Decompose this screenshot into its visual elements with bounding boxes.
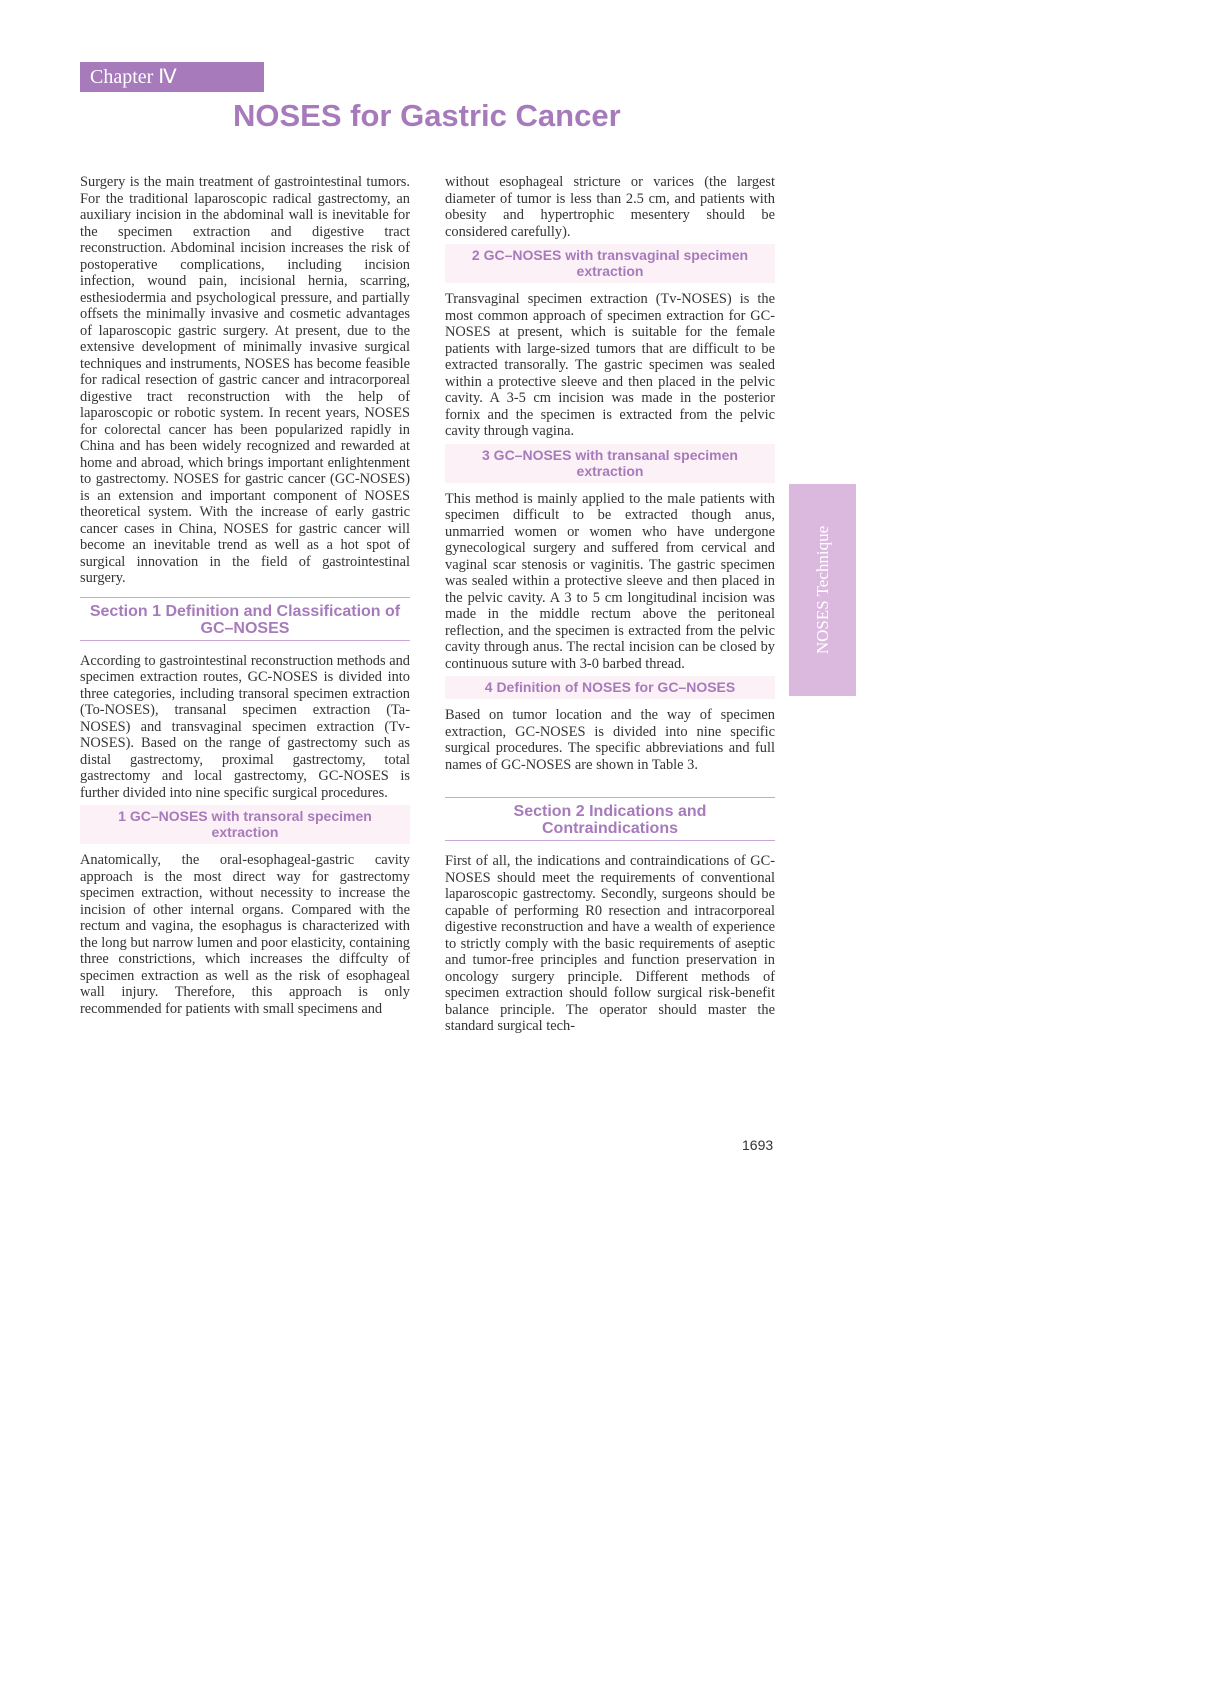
subsection3-heading: 3 GC–NOSES with transanal specimen extraction xyxy=(445,444,775,483)
subsection1-continued-paragraph: without esophageal stricture or varices (the largest diameter of tumor is less than 2.5 cm, and patients with obesity and hypertrophic mesentery should be considered carefully). xyxy=(445,174,775,240)
subsection1-heading: 1 GC–NOSES with transoral specimen extraction xyxy=(80,805,410,844)
page-title: NOSES for Gastric Cancer xyxy=(233,98,621,133)
subsection3-paragraph: This method is mainly applied to the male patients with specimen difficult to be extracted though anus, unmarried women or women who have undergone gynecological surgery and suffered from cervical and vaginal scar stenosis or vaginitis. The gastric specimen was sealed within a protective sleeve and then placed in the pelvic cavity. A 3 to 5 cm longitudinal incision was made in the middle rectum above the peritoneal reflection, and the specimen is extracted from the pelvic cavity through anus. The rectal incision can be closed by continuous suture with 3-0 barbed thread. xyxy=(445,490,775,672)
page-number: 1693 xyxy=(742,1137,774,1153)
chapter-label: Chapter Ⅳ xyxy=(80,62,264,92)
section2-heading: Section 2 Indications and Contraindications xyxy=(445,797,775,841)
subsection4-paragraph: Based on tumor location and the way of specimen extraction, GC-NOSES is divided into nine specific surgical procedures. The specific abbreviations and full names of GC-NOSES are shown in Table 3. xyxy=(445,707,775,773)
left-column xyxy=(80,174,410,1017)
subsection2-heading: 2 GC–NOSES with transvaginal specimen extraction xyxy=(445,244,775,283)
right-column xyxy=(445,174,775,1035)
section1-heading: Section 1 Definition and Classification of GC–NOSES xyxy=(80,597,410,641)
subsection1-paragraph: Anatomically, the oral-esophageal-gastric cavity approach is the most direct way for gastrectomy specimen extraction, without necessity to increase the incision of other internal organs. Compared with the rectum and vagina, the esophagus is characterized with the long but narrow lumen and poor elasticity, containing three constrictions, which increases the diffculty of specimen extraction as well as the risk of esophageal wall injury. Therefore, this approach is only recommended for patients with small specimens and xyxy=(80,852,410,1017)
side-tab xyxy=(789,484,856,696)
intro-paragraph: Surgery is the main treatment of gastrointestinal tumors. For the traditional laparoscopic radical gastrectomy, an auxiliary incision in the abdominal wall is inevitable for the specimen extraction and digestive tract reconstruction. Abdominal incision increases the risk of postoperative complications, including incision infection, wound pain, incisional hernia, scarring, esthesiodermia and psychological pressure, and partially offsets the minimally invasive and cosmetic advantages of laparoscopic gastric surgery. At present, due to the extensive development of minimally invasive surgical techniques and instruments, NOSES has become feasible for radical resection of gastric cancer and intracorporeal digestive tract reconstruction with the help of laparoscopic or robotic system. In recent years, NOSES for colorectal cancer has been popularized rapidly in China and has been widely recognized and rewarded at home and abroad, which brings important enlightenment to gastrectomy. NOSES for gastric cancer (GC-NOSES) is an extension and important component of NOSES theoretical system. With the increase of early gastric cancer cases in China, NOSES for gastric cancer will become an inevitable trend as well as a hot spot of surgical innovation in the field of gastrointestinal surgery. xyxy=(80,174,410,586)
section1-paragraph: According to gastrointestinal reconstruction methods and specimen extraction routes, GC-NOSES is divided into three categories, including transoral specimen extraction (To-NOSES), transanal specimen extraction (Ta-NOSES) and transvaginal specimen extraction (Tv-NOSES). Based on the range of gastrectomy such as distal gastrectomy, proximal gastrectomy, total gastrectomy and local gastrectomy, GC-NOSES is further divided into nine specific surgical procedures. xyxy=(80,652,410,801)
subsection2-paragraph: Transvaginal specimen extraction (Tv-NOSES) is the most common approach of specimen extraction for GC-NOSES at present, which is suitable for the female patients with large-sized tumors that are difficult to be extracted transorally. The gastric specimen was sealed within a protective sleeve and then placed in the pelvic cavity. A 3-5 cm incision was made in the posterior fornix and the specimen is extracted from the pelvic cavity through vagina. xyxy=(445,291,775,439)
subsection4-heading: 4 Definition of NOSES for GC–NOSES xyxy=(445,676,775,699)
section2-paragraph: First of all, the indications and contraindications of GC-NOSES should meet the requirements of conventional laparoscopic gastrectomy. Secondly, surgeons should be capable of performing R0 resection and intracorporeal digestive reconstruction and have a wealth of experience to strictly comply with the basic requirements of aseptic and tumor-free principles and function preservation in oncology surgery principle. Different methods of specimen extraction should follow surgical risk-benefit balance principle. The operator should master the standard surgical tech- xyxy=(445,853,775,1034)
side-tab-label: NOSES Technique xyxy=(812,525,832,655)
